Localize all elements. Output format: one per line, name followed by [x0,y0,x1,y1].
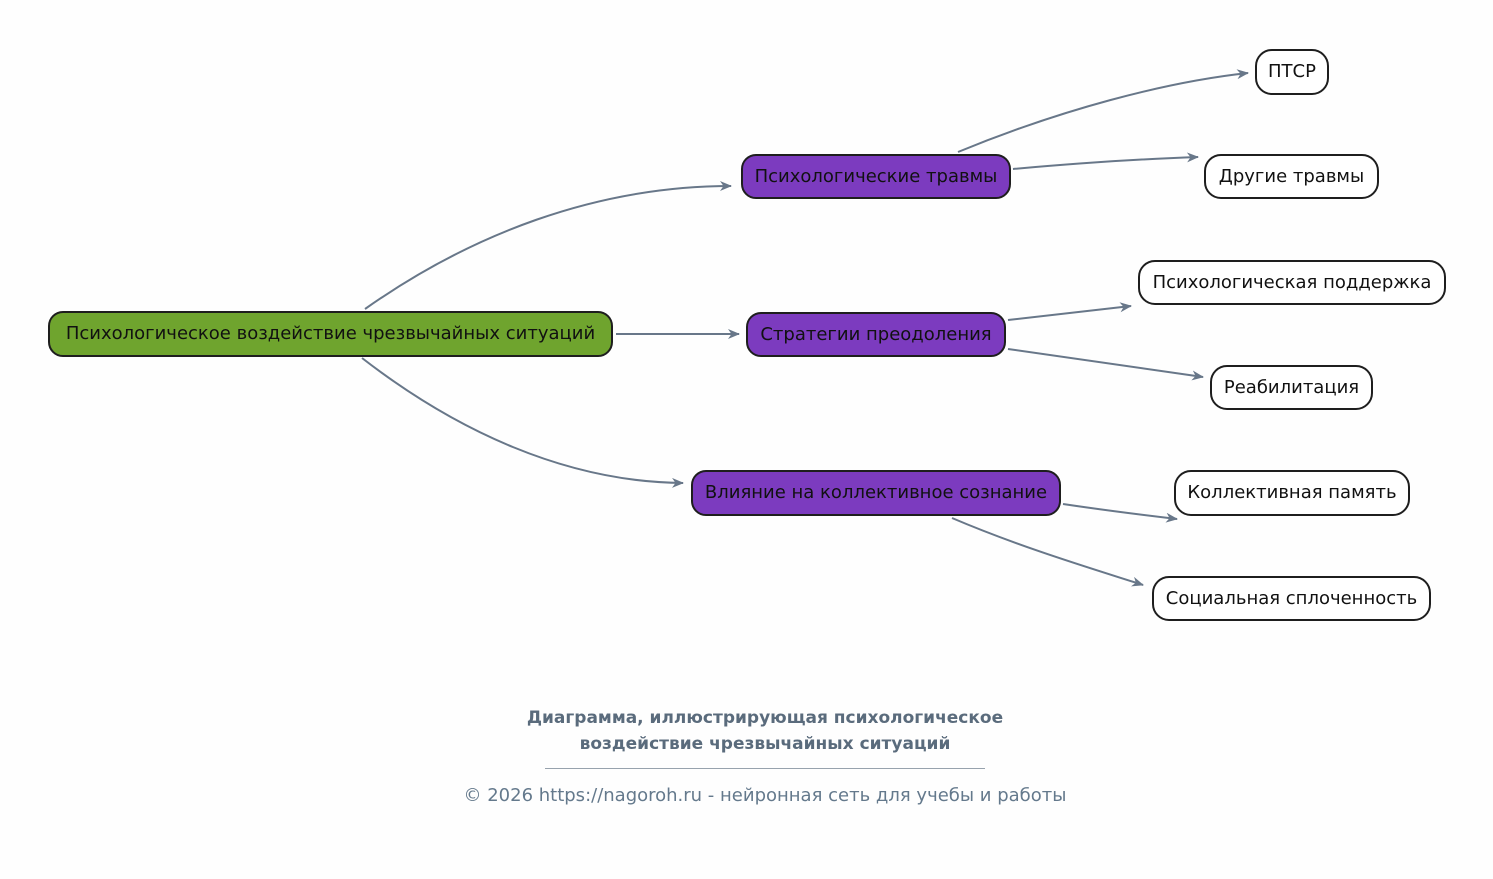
footer-copyright: © 2026 https://nagoroh.ru - нейронная сеть для учебы и работы [463,784,1067,806]
edge-root-to-collective [362,358,683,483]
branch-node-psychological-trauma [741,154,1011,199]
branch-node-label: Стратегии преодоления [760,323,992,345]
branch-node-label: Психологические травмы [754,165,998,187]
edge-trauma-to-ptsd [958,73,1248,152]
leaf-node-label: ПТСР [1268,61,1316,82]
leaf-node-label: Реабилитация [1223,376,1360,398]
branch-node-collective-consciousness [691,470,1061,516]
footer-caption-line1: Диаграмма, иллюстрирующая психологическое [526,708,1004,728]
edge-strategies-to-rehab [1008,349,1203,377]
root-node-label: Психологическое воздействие чрезвычайных ситуаций [65,323,596,344]
leaf-node-label: Психологическая поддержка [1152,271,1432,293]
branch-node-coping-strategies [746,312,1006,357]
footer [365,705,1165,806]
footer-caption [365,705,1165,758]
leaf-node-social-cohesion [1152,576,1431,621]
leaf-node-ptsd [1255,49,1329,95]
edge-trauma-to-other [1013,157,1198,169]
leaf-node-label: Социальная сплоченность [1165,587,1418,609]
leaf-node-other-traumas [1204,154,1379,199]
leaf-node-rehabilitation [1210,365,1373,410]
footer-divider [545,768,985,769]
leaf-node-label: Коллективная память [1187,482,1397,503]
leaf-node-collective-memory [1174,470,1410,516]
edge-root-to-trauma [365,186,731,309]
edge-strategies-to-support [1008,306,1131,320]
edge-collective-to-memory [1063,504,1177,519]
root-node-emergency-impact [48,311,613,357]
leaf-node-psychological-support [1138,260,1446,305]
edge-collective-to-cohesion [952,518,1143,585]
footer-caption-line2: воздействие чрезвычайных ситуаций [579,734,951,755]
leaf-node-label: Другие травмы [1218,165,1365,187]
branch-node-label: Влияние на коллективное сознание [704,482,1048,503]
